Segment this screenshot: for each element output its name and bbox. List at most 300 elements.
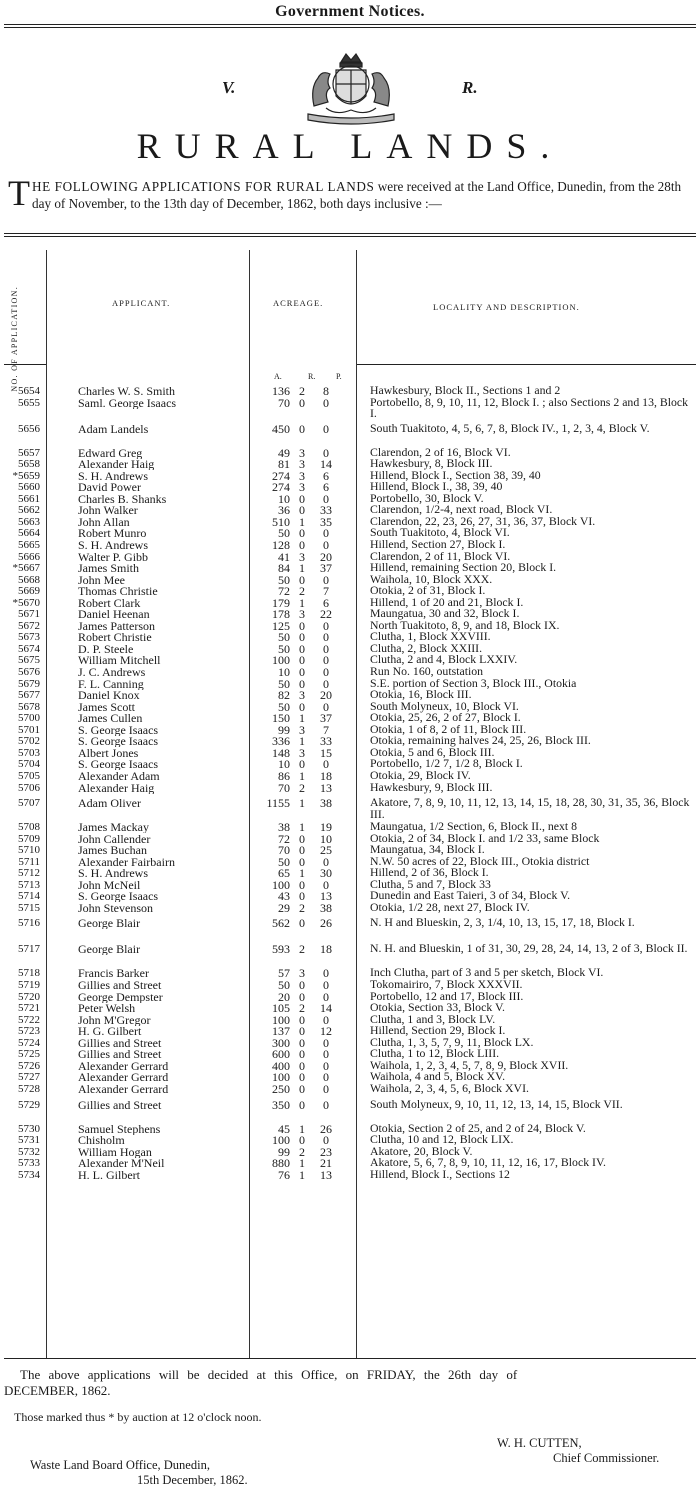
perches: 0 xyxy=(323,1047,329,1062)
roods: 0 xyxy=(299,653,305,668)
acres: 70 xyxy=(278,395,290,410)
applicant-name: S. H. Andrews xyxy=(78,469,149,482)
locality: Hillend, 2 of 36, Block I. xyxy=(370,865,489,880)
applicant-name: John Mee xyxy=(78,573,125,586)
applicant-name: Thomas Christie xyxy=(78,585,158,598)
roods: 0 xyxy=(299,1081,305,1096)
roods: 3 xyxy=(299,688,305,703)
roods: 1 xyxy=(299,561,305,576)
applicant-name: Alexander Fairbairn xyxy=(78,855,175,868)
perches: 0 xyxy=(323,989,329,1004)
locality: Clutha, 1, 3, 5, 7, 9, 11, Block LX. xyxy=(370,1034,534,1049)
locality: Akatore, 7, 8, 9, 10, 11, 12, 13, 14, 15, 18, 28, 30, 31, 35, 36, Block III. xyxy=(370,795,690,821)
perches: 13 xyxy=(320,889,332,904)
application-number: 5729 xyxy=(18,1098,40,1111)
locality: Clarendon, 2 of 11, Block VI. xyxy=(370,548,511,563)
perches: 0 xyxy=(323,1070,329,1085)
perches: 0 xyxy=(323,526,329,541)
roods: 0 xyxy=(299,503,305,518)
locality: Maungatua, 1/2 Section, 6, Block II., next 8 xyxy=(370,819,578,834)
acres: 300 xyxy=(272,1035,290,1050)
locality: Hawkesbury, 9, Block III. xyxy=(370,779,493,794)
perches: 20 xyxy=(320,688,332,703)
roods: 3 xyxy=(299,966,305,981)
roods: 0 xyxy=(299,618,305,633)
application-number: *5659 xyxy=(12,469,40,482)
locality: Hillend, 1 of 20 and 21, Block I. xyxy=(370,594,524,609)
acres: 43 xyxy=(278,889,290,904)
application-number: 5728 xyxy=(18,1082,40,1095)
acres: 250 xyxy=(272,1081,290,1096)
roods: 0 xyxy=(299,831,305,846)
roods: 0 xyxy=(299,989,305,1004)
perches: 18 xyxy=(320,942,332,957)
roods: 1 xyxy=(299,1167,305,1182)
application-number: 5666 xyxy=(18,550,40,563)
applicant-name: Alexander Haig xyxy=(78,458,155,471)
perches: 23 xyxy=(320,1144,332,1159)
locality: N.W. 50 acres of 22, Block III., Otokia district xyxy=(370,853,590,868)
applicant-name: James Scott xyxy=(78,700,135,713)
application-number: 5731 xyxy=(18,1134,40,1147)
applicant-name: James Smith xyxy=(78,562,140,575)
applicant-name: S. George Isaacs xyxy=(78,723,159,736)
locality: Portobello, 1/2 7, 1/2 8, Block I. xyxy=(370,756,523,771)
locality: Otokia, 25, 26, 2 of 27, Block I. xyxy=(370,710,521,725)
roods: 0 xyxy=(299,916,305,931)
roods: 2 xyxy=(299,584,305,599)
acres: 50 xyxy=(278,526,290,541)
applicant-name: George Blair xyxy=(78,943,141,956)
application-number: 5669 xyxy=(18,585,40,598)
roods: 0 xyxy=(299,630,305,645)
acres: 178 xyxy=(272,607,290,622)
roods: 2 xyxy=(299,900,305,915)
acres: 10 xyxy=(278,491,290,506)
intro-paragraph xyxy=(8,173,698,213)
applicant-name: J. C. Andrews xyxy=(78,666,146,678)
application-number: 5714 xyxy=(18,890,40,903)
notice-date: 15th December, 1862. xyxy=(137,1473,248,1487)
locality: Clarendon, 2 of 16, Block VI. xyxy=(370,444,511,459)
locality: Waihola, 10, Block XXX. xyxy=(370,571,493,586)
applicant-name: William Mitchell xyxy=(78,654,161,667)
applicant-name: John Walker xyxy=(78,504,138,517)
acres: 105 xyxy=(272,1001,290,1016)
column-divider xyxy=(46,250,47,1358)
perches: 0 xyxy=(323,395,329,410)
applicant-name: Alexander Gerrard xyxy=(78,1082,169,1095)
applicant-name: S. George Isaacs xyxy=(78,735,159,748)
acres: 99 xyxy=(278,722,290,737)
applicant-name: James Patterson xyxy=(78,619,155,632)
royal-coat-of-arms-icon xyxy=(296,48,406,130)
roods: 0 xyxy=(299,1070,305,1085)
application-number: 5710 xyxy=(18,844,40,857)
acres: 50 xyxy=(278,572,290,587)
acres: 100 xyxy=(272,877,290,892)
acres: 400 xyxy=(272,1058,290,1073)
acres: 100 xyxy=(272,1070,290,1085)
application-number: 5718 xyxy=(18,967,40,980)
locality: Otokia, remaining halves 24, 25, 26, Block III. xyxy=(370,733,591,748)
application-number: 5656 xyxy=(18,422,40,435)
roods: 0 xyxy=(299,854,305,869)
column-header-number: NO. OF APPLICATION. xyxy=(10,286,19,392)
applicant-name: S. George Isaacs xyxy=(78,758,159,771)
perches: 13 xyxy=(320,1167,332,1182)
locality: Run No. 160, outstation xyxy=(370,664,484,678)
application-number: *5670 xyxy=(12,596,40,609)
roods: 3 xyxy=(299,607,305,622)
applicant-name: John McNeil xyxy=(78,878,141,891)
application-number: 5733 xyxy=(18,1157,40,1170)
locality: Hillend, remaining Section 20, Block I. xyxy=(370,560,557,575)
application-number: 5702 xyxy=(18,735,40,748)
column-divider xyxy=(249,250,250,1358)
roods: 0 xyxy=(299,757,305,772)
application-number: 5712 xyxy=(18,867,40,880)
decision-day: FRIDAY, xyxy=(366,1367,416,1382)
applicant-name: Walter P. Gibb xyxy=(78,550,149,563)
roods: 1 xyxy=(299,820,305,835)
acres: 82 xyxy=(278,688,290,703)
application-number: 5661 xyxy=(18,492,40,505)
application-number: 5725 xyxy=(18,1048,40,1061)
application-number: 5701 xyxy=(18,723,40,736)
applicant-name: S. George Isaacs xyxy=(78,890,159,903)
applicant-name: John M'Gregor xyxy=(78,1013,151,1026)
application-number: 5709 xyxy=(18,832,40,845)
applicant-name: H. L. Gilbert xyxy=(78,1168,140,1181)
locality: Clutha, 10 and 12, Block LIX. xyxy=(370,1132,514,1147)
locality: Maungatua, 30 and 32, Block I. xyxy=(370,606,520,621)
perches: 33 xyxy=(320,734,332,749)
roods: 0 xyxy=(299,1024,305,1039)
locality: N. H and Blueskin, 2, 3, 1/4, 10, 13, 15, 17, 18, Block I. xyxy=(370,915,635,930)
locality: Dunedin and East Taieri, 3 of 34, Block V. xyxy=(370,888,571,903)
perches: 35 xyxy=(320,514,332,529)
acres: 100 xyxy=(272,1012,290,1027)
application-number: 5722 xyxy=(18,1013,40,1026)
perches: 0 xyxy=(323,1035,329,1050)
perches: 37 xyxy=(320,711,332,726)
perches: 18 xyxy=(320,768,332,783)
applicant-name: Alexander Adam xyxy=(78,769,160,782)
roods: 0 xyxy=(299,1047,305,1062)
locality: Hawkesbury, 8, Block III. xyxy=(370,456,493,471)
locality: South Tuakitoto, 4, Block VI. xyxy=(370,525,510,540)
locality: Clutha, 1 to 12, Block LIII. xyxy=(370,1046,500,1061)
acres: 50 xyxy=(278,676,290,691)
perches: 0 xyxy=(323,676,329,691)
roods: 2 xyxy=(299,1144,305,1159)
applicant-name: William Hogan xyxy=(78,1145,152,1158)
roods: 0 xyxy=(299,843,305,858)
roods: 0 xyxy=(299,978,305,992)
applicant-name: Francis Barker xyxy=(78,967,149,980)
perches: 10 xyxy=(320,831,332,846)
locality: Inch Clutha, part of 3 and 5 per sketch, Block VI. xyxy=(370,965,604,980)
applicant-name: Alexander Gerrard xyxy=(78,1059,169,1072)
locality: N. H. and Blueskin, 1 of 31, 30, 29, 28, 24, 14, 13, 2 of 3, Block II. xyxy=(370,941,688,956)
roods: 0 xyxy=(299,537,305,552)
perches: 0 xyxy=(323,978,329,992)
locality: Akatore, 20, Block V. xyxy=(370,1143,473,1158)
application-number: 5678 xyxy=(18,700,40,713)
applicant-name: Daniel Knox xyxy=(78,689,140,702)
locality: Clutha, 2 and 4, Block LXXIV. xyxy=(370,652,518,667)
application-number: 5719 xyxy=(18,979,40,991)
acres: 50 xyxy=(278,854,290,869)
applicant-name: Alexander M'Neil xyxy=(78,1157,165,1170)
locality: Otokia, 29, Block IV. xyxy=(370,767,471,782)
applicant-name: John Callender xyxy=(78,832,151,845)
acres: 600 xyxy=(272,1047,290,1062)
column-header-acreage: ACREAGE. xyxy=(273,298,324,308)
applicant-name: James Mackay xyxy=(78,821,149,834)
application-number: 5662 xyxy=(18,504,40,517)
applicant-name: David Power xyxy=(78,481,141,494)
locality: North Tuakitoto, 8, 9, and 18, Block IX. xyxy=(370,617,560,632)
perches: 38 xyxy=(320,900,332,915)
roods: 3 xyxy=(299,468,305,483)
application-number: 5724 xyxy=(18,1036,40,1049)
application-number: 5657 xyxy=(18,446,40,459)
applicant-name: Gillies and Street xyxy=(78,979,162,991)
locality: South Molyneux, 10, Block VI. xyxy=(370,698,519,713)
perches: 0 xyxy=(323,618,329,633)
acres: 45 xyxy=(278,1121,290,1136)
acres: 84 xyxy=(278,561,290,576)
perches: 0 xyxy=(323,630,329,645)
intro-caps: HE FOLLOWING APPLICATIONS FOR RURAL LANDS xyxy=(32,179,375,194)
applicant-name: Samuel Stephens xyxy=(78,1122,161,1135)
acres: 50 xyxy=(278,641,290,656)
roods: 2 xyxy=(299,942,305,957)
applicant-name: Alexander Gerrard xyxy=(78,1071,169,1084)
section-header: Government Notices. xyxy=(275,3,425,20)
column-divider xyxy=(356,250,357,1358)
acres: 20 xyxy=(278,989,290,1004)
roods: 1 xyxy=(299,711,305,726)
applicant-name: Robert Clark xyxy=(78,596,141,609)
applicant-name: Gillies and Street xyxy=(78,1098,162,1111)
application-number: 5672 xyxy=(18,619,40,632)
acres: 1155 xyxy=(266,796,290,811)
locality: Maungatua, 34, Block I. xyxy=(370,842,485,857)
locality: Otokia, Section 33, Block V. xyxy=(370,1000,505,1015)
acres: 150 xyxy=(272,711,290,726)
roods: 1 xyxy=(299,796,305,811)
perches: 0 xyxy=(323,877,329,892)
perches: 7 xyxy=(323,584,329,599)
application-number: 5663 xyxy=(18,515,40,528)
perches: 26 xyxy=(320,916,332,931)
application-number: 5676 xyxy=(18,666,40,678)
applicant-name: F. L. Canning xyxy=(78,677,144,690)
header-rule xyxy=(4,24,696,25)
applicant-name: Charles W. S. Smith xyxy=(78,385,176,397)
acres: 38 xyxy=(278,820,290,835)
application-number: 5711 xyxy=(18,855,40,868)
signatory-name: W. H. CUTTEN, xyxy=(497,1436,582,1450)
locality: Clutha, 1, Block XXVIII. xyxy=(370,629,491,644)
unit-acres: A. xyxy=(274,372,282,381)
locality: Otokia, Section 2 of 25, and 2 of 24, Block V. xyxy=(370,1120,586,1135)
application-number: 5730 xyxy=(18,1122,40,1135)
applicant-name: D. P. Steele xyxy=(78,642,134,655)
perches: 14 xyxy=(320,457,332,472)
acres: 29 xyxy=(278,900,290,915)
applicant-name: S. H. Andrews xyxy=(78,538,149,551)
perches: 0 xyxy=(323,966,329,981)
perches: 13 xyxy=(320,780,332,795)
perches: 22 xyxy=(320,607,332,622)
locality: Clarendon, 22, 23, 26, 27, 31, 36, 37, Block VI. xyxy=(370,513,596,528)
application-number: 5671 xyxy=(18,608,40,621)
acres: 562 xyxy=(272,916,290,931)
roods: 0 xyxy=(299,1097,305,1112)
acres: 880 xyxy=(272,1156,290,1171)
roods: 0 xyxy=(299,572,305,587)
perches: 19 xyxy=(320,820,332,835)
decision-text: The above applications will be decided at this Office, on xyxy=(20,1367,359,1382)
application-number: 5654 xyxy=(18,385,40,397)
application-number: 5677 xyxy=(18,689,40,702)
signatory-title: Chief Commissioner. xyxy=(553,1451,660,1465)
application-number: 5665 xyxy=(18,538,40,551)
locality: Clutha, 5 and 7, Block 33 xyxy=(370,876,491,891)
perches: 15 xyxy=(320,745,332,760)
acres: 49 xyxy=(278,445,290,460)
application-number: 5679 xyxy=(18,677,40,690)
perches: 8 xyxy=(323,384,329,398)
acres: 41 xyxy=(278,549,290,564)
acres: 148 xyxy=(272,745,290,760)
perches: 0 xyxy=(323,699,329,714)
locality: Hillend, Block I., Sections 12 xyxy=(370,1166,510,1181)
unit-roods: R. xyxy=(308,372,316,381)
acres: 57 xyxy=(278,966,290,981)
acres: 137 xyxy=(272,1024,290,1039)
perches: 0 xyxy=(323,757,329,772)
perches: 0 xyxy=(323,641,329,656)
locality: Waihola, 1, 2, 3, 4, 5, 7, 8, 9, Block XVII. xyxy=(370,1057,569,1072)
acres: 100 xyxy=(272,1133,290,1148)
acres: 81 xyxy=(278,457,290,472)
locality: Otokia, 1 of 8, 2 of 11, Block III. xyxy=(370,721,527,736)
roods: 3 xyxy=(299,722,305,737)
decision-notice xyxy=(20,1367,696,1383)
perches: 0 xyxy=(323,421,329,436)
roods: 0 xyxy=(299,421,305,436)
application-number: 5704 xyxy=(18,758,40,771)
application-number: 5726 xyxy=(18,1059,40,1072)
perches: 0 xyxy=(323,537,329,552)
applicant-name: George Blair xyxy=(78,917,141,930)
perches: 0 xyxy=(323,854,329,869)
acres: 76 xyxy=(278,1167,290,1182)
header-underline xyxy=(357,364,696,365)
applicant-name: Albert Jones xyxy=(78,746,139,759)
roods: 0 xyxy=(299,1012,305,1027)
decision-rest: the 26th day of xyxy=(423,1367,518,1382)
auction-note: Those marked thus * by auction at 12 o'clock noon. xyxy=(14,1410,262,1424)
applicant-name: H. G. Gilbert xyxy=(78,1025,142,1038)
roods: 3 xyxy=(299,549,305,564)
applicant-name: James Cullen xyxy=(78,712,143,725)
roods: 1 xyxy=(299,1156,305,1171)
perches: 26 xyxy=(320,1121,332,1136)
acres: 179 xyxy=(272,595,290,610)
application-number: 5721 xyxy=(18,1002,40,1015)
applicant-name: James Buchan xyxy=(78,844,147,857)
perches: 6 xyxy=(323,468,329,483)
roods: 3 xyxy=(299,745,305,760)
applicant-name: George Dempster xyxy=(78,990,163,1003)
application-number: 5716 xyxy=(18,917,40,930)
column-header-locality: LOCALITY AND DESCRIPTION. xyxy=(433,302,580,312)
locality: Hillend, Block I., 38, 39, 40 xyxy=(370,479,503,494)
acres: 50 xyxy=(278,978,290,992)
perches: 30 xyxy=(320,866,332,881)
locality: Waihola, 4 and 5, Block XV. xyxy=(370,1069,506,1084)
cipher-right: R. xyxy=(462,78,478,97)
applicant-name: Gillies and Street xyxy=(78,1036,162,1049)
perches: 0 xyxy=(323,665,329,679)
roods: 2 xyxy=(299,1001,305,1016)
roods: 3 xyxy=(299,480,305,495)
acres: 100 xyxy=(272,653,290,668)
acres: 36 xyxy=(278,503,290,518)
application-number: 5723 xyxy=(18,1025,40,1038)
application-number: 5703 xyxy=(18,746,40,759)
locality: Hillend, Section 27, Block I. xyxy=(370,536,506,551)
roods: 0 xyxy=(299,699,305,714)
roods: 2 xyxy=(299,780,305,795)
applicant-name: John Stevenson xyxy=(78,901,153,914)
roods: 1 xyxy=(299,1121,305,1136)
roods: 3 xyxy=(299,457,305,472)
perches: 0 xyxy=(323,1133,329,1148)
acres: 10 xyxy=(278,665,290,679)
locality: Otokia, 2 of 31, Block I. xyxy=(370,583,486,598)
applicant-name: John Allan xyxy=(78,515,130,528)
perches: 0 xyxy=(323,1012,329,1027)
locality: Tokomairiro, 7, Block XXXVII. xyxy=(370,977,523,991)
applicant-name: Daniel Heenan xyxy=(78,608,150,621)
perches: 0 xyxy=(323,1097,329,1112)
locality: S.E. portion of Section 3, Block III., Otokia xyxy=(370,675,577,690)
acres: 99 xyxy=(278,1144,290,1159)
application-number: 5700 xyxy=(18,712,40,725)
locality: Otokia, 16, Block III. xyxy=(370,687,472,702)
applicant-name: Robert Christie xyxy=(78,631,152,644)
application-number: 5655 xyxy=(18,396,40,409)
application-number: 5673 xyxy=(18,631,40,644)
perches: 14 xyxy=(320,1001,332,1016)
perches: 0 xyxy=(323,491,329,506)
acres: 510 xyxy=(272,514,290,529)
locality: Otokia, 1/2 28, next 27, Block IV. xyxy=(370,899,530,914)
application-number: 5675 xyxy=(18,654,40,667)
applicant-name: Edward Greg xyxy=(78,446,143,459)
acres: 128 xyxy=(272,537,290,552)
application-number: 5660 xyxy=(18,481,40,494)
perches: 25 xyxy=(320,843,332,858)
perches: 6 xyxy=(323,480,329,495)
